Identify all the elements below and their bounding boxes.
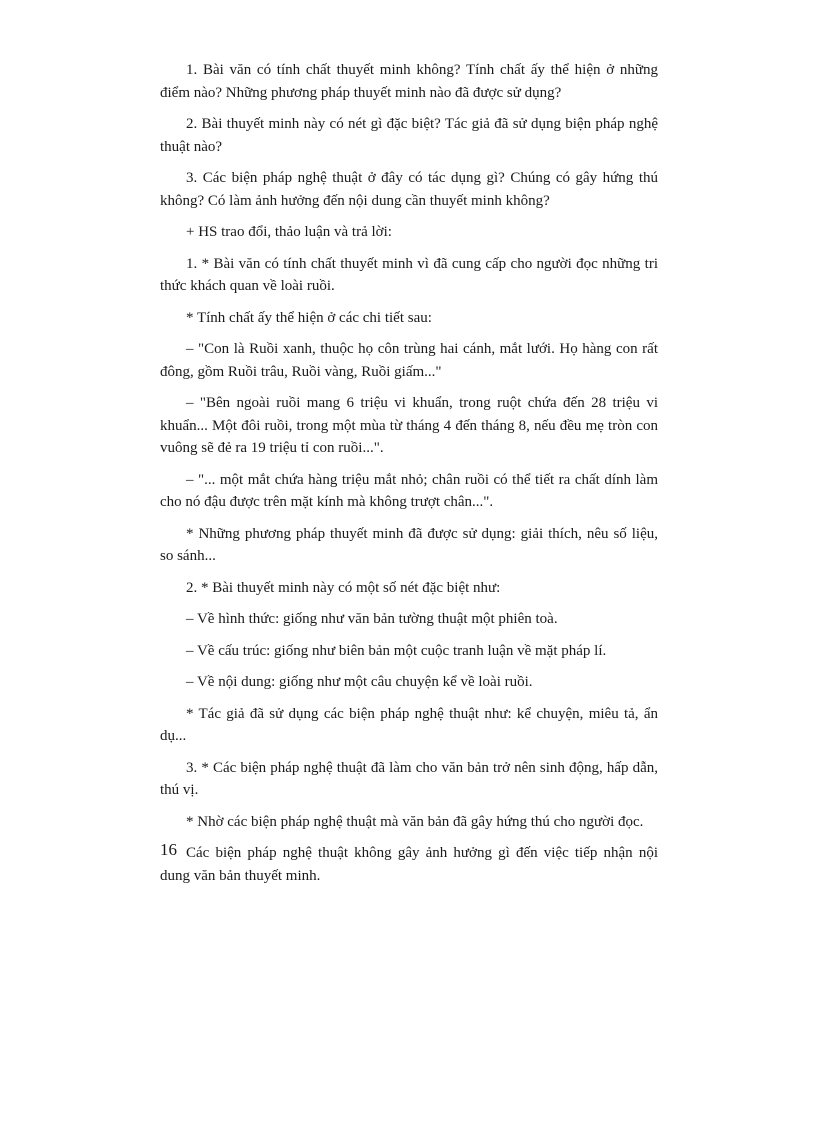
answer-2-techniques: * Tác giả đã sử dụng các biện pháp nghệ thuật như: kể chuyện, miêu tả, ẩn dụ... [160, 705, 658, 744]
question-1: 1. Bài văn có tính chất thuyết minh không? Tính chất ấy thể hiện ở những điểm nào? Những phương pháp thuyết minh nào đã được sử dụng? [160, 62, 658, 101]
answer-1-quote-1: – "Con là Ruồi xanh, thuộc họ côn trùng hai cánh, mắt lưới. Họ hàng con rất đông, gồm Ruồi trâu, Ruồi vàng, Ruồi giấm..." [160, 341, 658, 380]
page-body [160, 59, 658, 896]
question-3: 3. Các biện pháp nghệ thuật ở đây có tác dụng gì? Chúng có gây hứng thú không? Có làm ảnh hưởng đến nội dung cần thuyết minh không? [160, 170, 658, 209]
answer-2-content: – Về nội dung: giống như một câu chuyện kể về loài ruồi. [186, 674, 533, 690]
answer-2: 2. * Bài thuyết minh này có một số nét đặc biệt như: [186, 579, 501, 596]
answer-2-form: – Về hình thức: giống như văn bản tường thuật một phiên toà. [186, 611, 558, 627]
answer-3-interest: * Nhờ các biện pháp nghệ thuật mà văn bản đã gây hứng thú cho người đọc. [186, 813, 644, 830]
answer-1: 1. * Bài văn có tính chất thuyết minh vì đã cung cấp cho người đọc những tri thức khách quan về loài ruồi. [160, 255, 658, 294]
answer-1-quote-2: – "Bên ngoài ruồi mang 6 triệu vi khuẩn, trong ruột chứa đến 28 triệu vi khuẩn... Một đôi ruồi, trong một mùa từ tháng 4 đến tháng 8, nếu đều mẹ tròn con vuông sẽ đẻ ra 19 triệu tỉ con ruồi...". [160, 395, 658, 456]
answer-2-structure: – Về cấu trúc: giống như biên bản một cuộc tranh luận về mặt pháp lí. [186, 642, 607, 659]
answer-3: 3. * Các biện pháp nghệ thuật đã làm cho văn bản trở nên sinh động, hấp dẫn, thú vị. [160, 759, 658, 798]
conclusion: Các biện pháp nghệ thuật không gây ảnh hưởng gì đến việc tiếp nhận nội dung văn bản thuyết minh. [160, 845, 658, 884]
answer-1-details-heading: * Tính chất ấy thể hiện ở các chi tiết sau: [186, 309, 432, 326]
instruction-line: + HS trao đổi, thảo luận và trả lời: [186, 224, 392, 240]
page-number: 16 [160, 840, 177, 859]
answer-1-quote-3: – "... một mắt chứa hàng triệu mắt nhỏ; chân ruồi có thể tiết ra chất dính làm cho nó đậu được trên mặt kính mà không trượt chân...". [160, 471, 658, 510]
answer-1-methods: * Những phương pháp thuyết minh đã được sử dụng: giải thích, nêu số liệu, so sánh... [160, 525, 658, 564]
question-2: 2. Bài thuyết minh này có nét gì đặc biệt? Tác giả đã sử dụng biện pháp nghệ thuật nào? [160, 116, 658, 155]
